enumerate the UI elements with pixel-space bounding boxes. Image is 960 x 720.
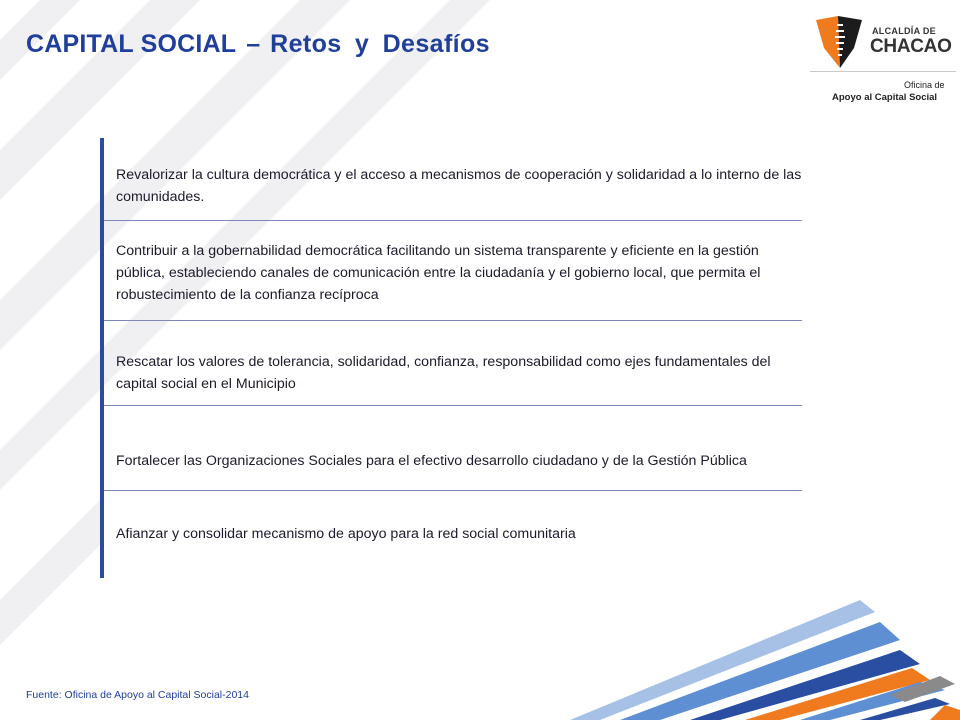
list-item	[104, 321, 802, 406]
title-sub: Retos y Desafíos	[270, 30, 490, 58]
challenges-list	[104, 138, 802, 577]
logo-name-text: CHACAO	[870, 36, 952, 57]
list-item	[104, 221, 802, 321]
title-main: CAPITAL SOCIAL	[26, 30, 237, 58]
page-title	[26, 30, 490, 59]
list-item-text: Contribuir a la gobernabilidad democrática facilitando un sistema transparente y eficiente en la gestión pública, estableciendo canales de comunicación entre la ciudadanía y el gobierno local, que permita el robustecimiento de la confianza recíproca	[116, 242, 761, 303]
list-item	[104, 406, 802, 491]
chacao-logo	[806, 14, 956, 106]
list-item-text: Revalorizar la cultura democrática y el acceso a mecanismos de cooperación y solidaridad a lo interno de las comunidades.	[116, 167, 802, 205]
logo-divider	[810, 71, 956, 72]
list-item	[104, 138, 802, 221]
bottom-right-stripes	[570, 600, 960, 720]
list-item-text: Afianzar y consolidar mecanismo de apoyo para la red social comunitaria	[116, 526, 576, 542]
list-item-text: Rescatar los valores de tolerancia, solidaridad, confianza, responsabilidad como ejes fundamentales del capital social en el Municipio	[116, 354, 771, 392]
logo-top-text: ALCALDÍA DE	[872, 26, 936, 36]
source-footer: Fuente: Oficina de Apoyo al Capital Social-2014	[26, 689, 249, 701]
title-dash: –	[246, 30, 261, 58]
logo-subtitle-1: Oficina de	[904, 80, 945, 90]
list-item	[104, 491, 802, 577]
list-item-text: Fortalecer las Organizaciones Sociales para el efectivo desarrollo ciudadano y de la Gestión Pública	[116, 453, 747, 469]
logo-subtitle-2: Apoyo al Capital Social	[832, 92, 938, 103]
logo-emblem-icon	[810, 14, 870, 70]
